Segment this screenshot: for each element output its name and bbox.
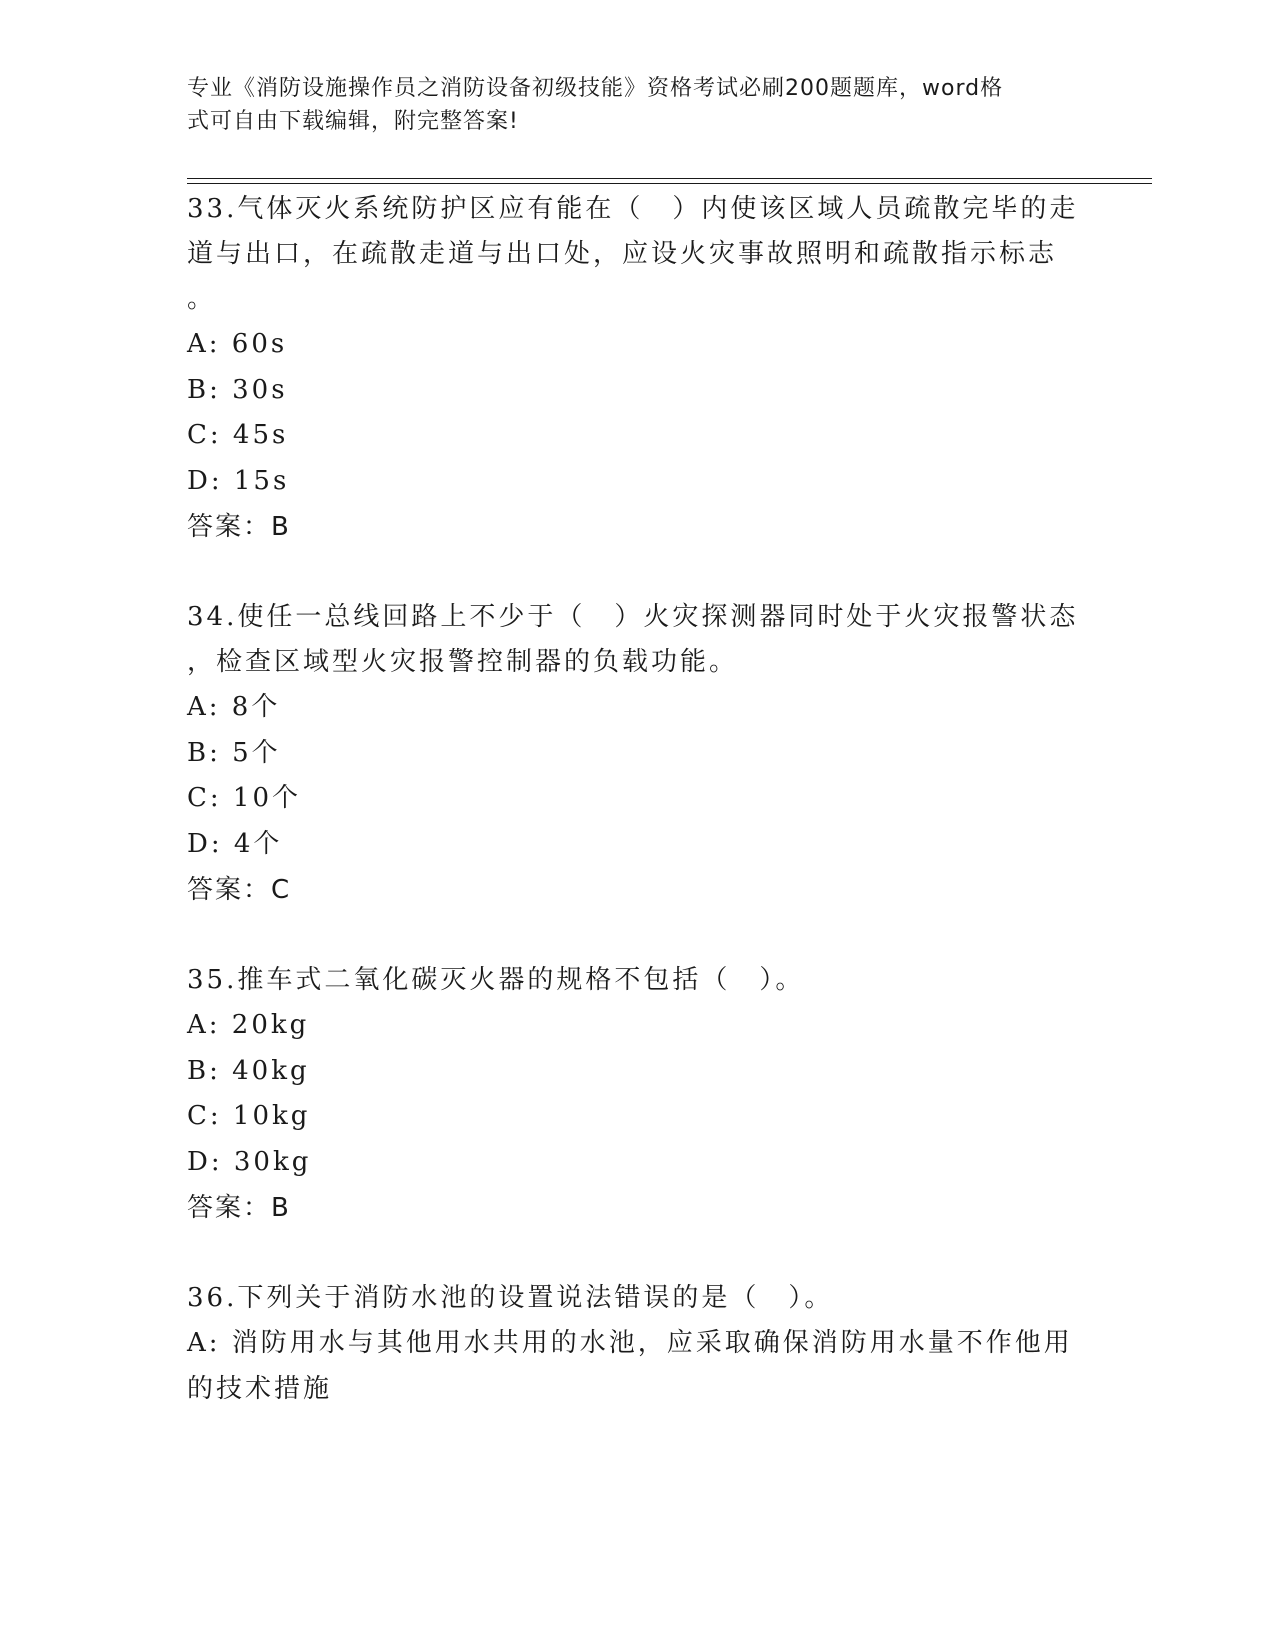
question-36: [187, 1276, 1147, 1412]
question-list: [187, 187, 1147, 1412]
question-spacer: [187, 913, 1147, 958]
question-stem: [187, 958, 1087, 1003]
option-a-continued: 的技术措施: [187, 1373, 333, 1404]
option-b: B: 40kg: [187, 1055, 310, 1086]
answer: 答案：B: [187, 512, 291, 542]
question-stem: [187, 1276, 1087, 1321]
option-d: D: 30kg: [187, 1146, 312, 1177]
header-line-2: 式可自由下载编辑，附完整答案!: [187, 109, 519, 134]
question-34: [187, 595, 1147, 913]
answer: 答案：C: [187, 875, 292, 905]
header-divider-top: [187, 178, 1152, 179]
option-d: D: 4个: [187, 828, 283, 859]
stem-line: ，检查区域型火灾报警控制器的负载功能。: [187, 647, 739, 677]
question-33: [187, 187, 1147, 550]
option-b: B: 5个: [187, 737, 281, 768]
option-c: C: 10个: [187, 783, 302, 813]
question-stem: [187, 595, 1087, 685]
option-a: A: 消防用水与其他用水共用的水池，应采取确保消防用水量不作他用: [187, 1328, 1073, 1358]
stem-line: 35.推车式二氧化碳灭火器的规格不包括（ ）。: [187, 965, 805, 995]
option-a: A: 8个: [187, 692, 281, 722]
question-spacer: [187, 550, 1147, 595]
option-c: C: 10kg: [187, 1101, 311, 1131]
header-divider-bottom: [187, 183, 1152, 184]
answer: 答案：B: [187, 1193, 291, 1223]
question-spacer: [187, 1231, 1147, 1276]
option-c: C: 45s: [187, 420, 289, 450]
stem-line: 34.使任一总线回路上不少于（ ）火灾探测器同时处于火灾报警状态: [187, 602, 1079, 632]
stem-line: 道与出口，在疏散走道与出口处，应设火灾事故照明和疏散指示标志: [187, 239, 1058, 269]
stem-line: 36.下列关于消防水池的设置说法错误的是（ ）。: [187, 1283, 834, 1313]
option-a: A: 60s: [187, 329, 288, 359]
header-line-1: 专业《消防设施操作员之消防设备初级技能》资格考试必刷200题题库，word格: [187, 76, 1004, 101]
option-a: A: 20kg: [187, 1010, 310, 1040]
stem-line: 。: [187, 284, 217, 314]
option-d: D: 15s: [187, 465, 290, 496]
document-header: [187, 72, 1067, 138]
stem-line: 33.气体灭火系统防护区应有能在（ ）内使该区域人员疏散完毕的走: [187, 194, 1079, 224]
question-35: [187, 958, 1147, 1231]
question-stem: [187, 187, 1087, 322]
option-b: B: 30s: [187, 374, 288, 405]
